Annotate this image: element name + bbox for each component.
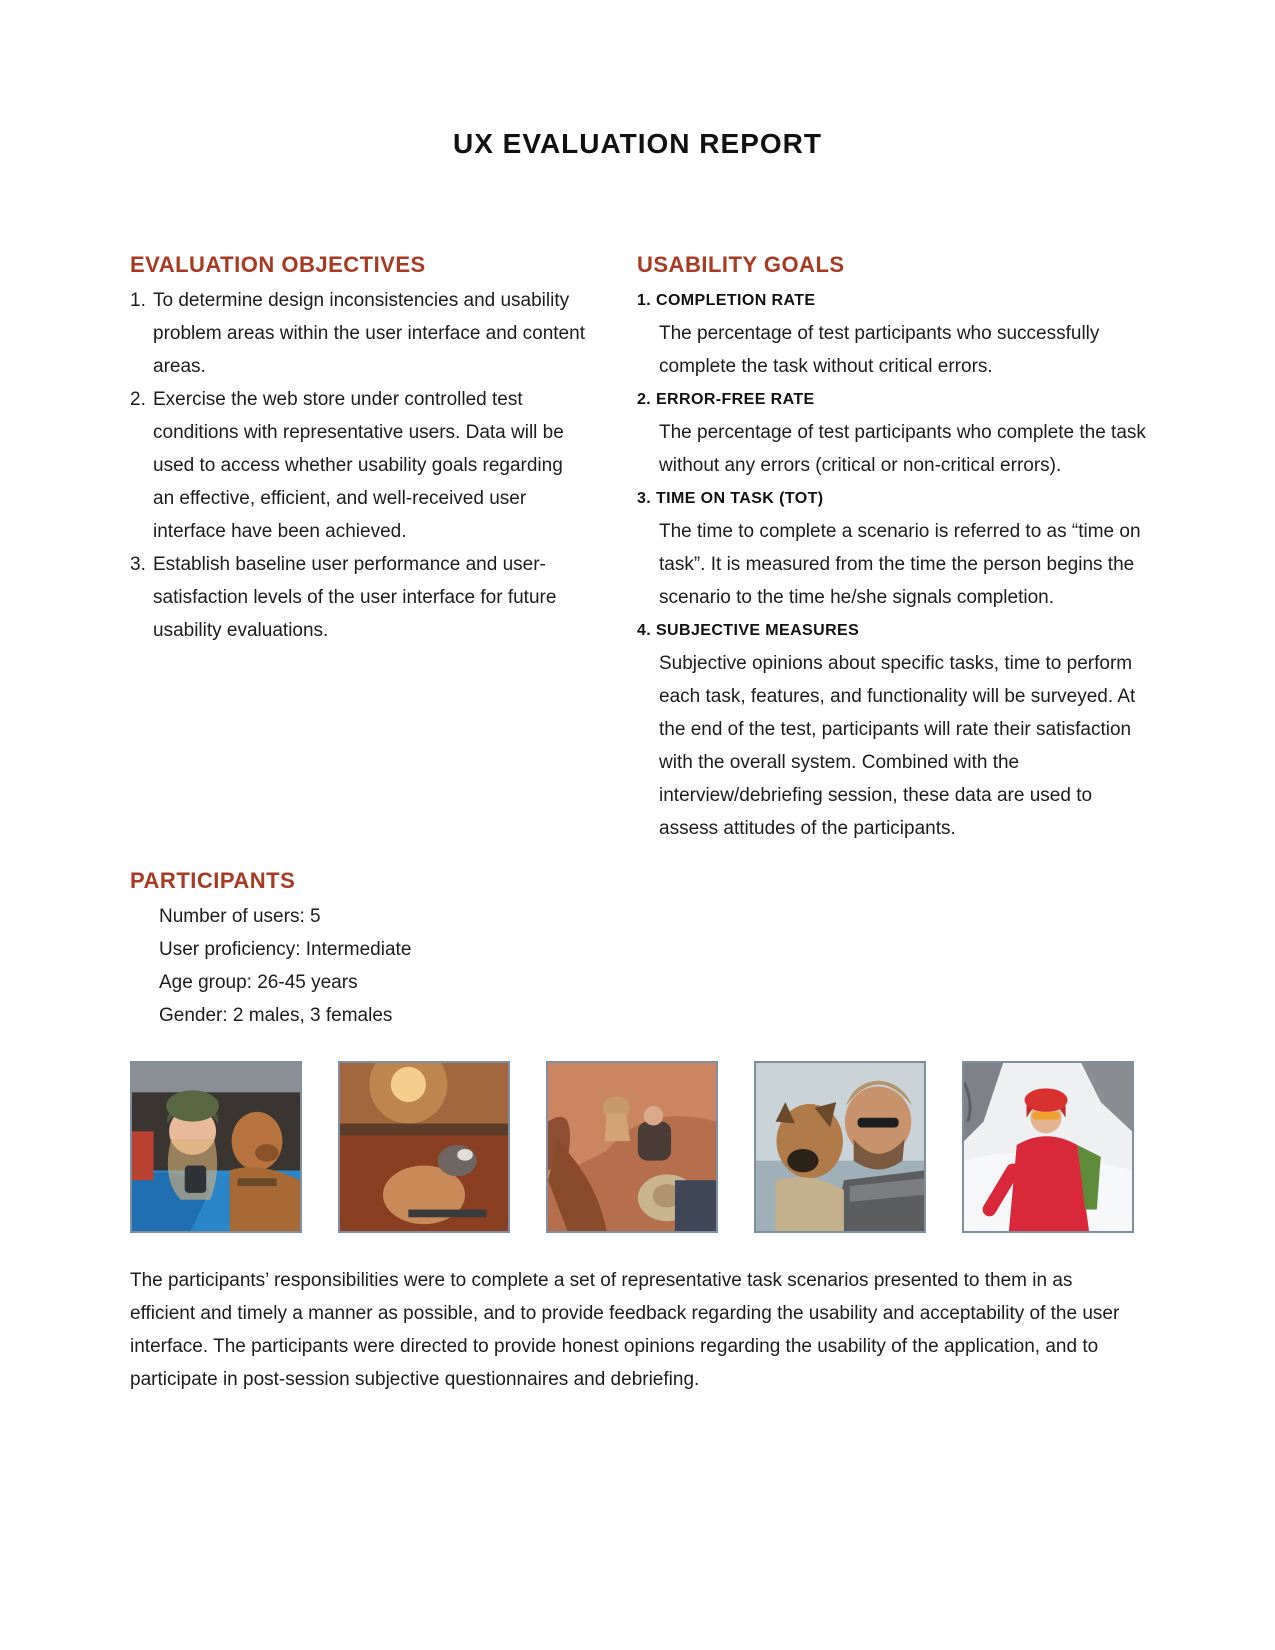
participant-stat: Gender: 2 males, 3 females <box>159 1005 393 1026</box>
participant-photo-2 <box>338 1061 510 1233</box>
objective-item <box>130 548 585 647</box>
objective-text: Establish baseline user performance and user-satisfaction levels of the user interface for future usability evaluations. <box>153 554 557 641</box>
participant-photo-5 <box>962 1061 1134 1233</box>
participants-heading: PARTICIPANTS <box>130 868 296 893</box>
evaluation-objectives-section <box>130 252 585 647</box>
participants-list <box>130 900 730 1032</box>
participant-stat: User proficiency: Intermediate <box>159 939 412 960</box>
usability-goals-section <box>637 252 1147 845</box>
participants-responsibilities-paragraph: The participants’ responsibilities were to complete a set of representative task scenarios presented to them in as efficient and timely a manner as possible, and to provide feedback regarding the usability and acceptability of the user interface. The participants were directed to provide honest opinions regarding the usability of the application, and to participate in post-session subjective questionnaires and debriefing. <box>130 1270 1120 1390</box>
objective-item <box>130 383 585 548</box>
participant-photo-3 <box>546 1061 718 1233</box>
goal-title: 4. SUBJECTIVE MEASURES <box>637 622 860 639</box>
goal-title: 2. ERROR-FREE RATE <box>637 391 815 408</box>
goal-description: The percentage of test participants who successfully complete the task without critical errors. <box>659 323 1100 377</box>
objective-number: 2. <box>130 389 146 410</box>
objective-text: Exercise the web store under controlled test conditions with representative users. Data will be used to access whether usability goals regarding an effective, efficient, and well-received user interface have been achieved. <box>153 389 564 542</box>
goal-item <box>637 482 1147 614</box>
participant-photos <box>130 1061 1135 1233</box>
participant-stat: Number of users: 5 <box>159 906 321 927</box>
participant-photo-1 <box>130 1061 302 1233</box>
objectives-heading: EVALUATION OBJECTIVES <box>130 252 426 277</box>
page-title: UX EVALUATION REPORT <box>453 128 822 159</box>
goal-item <box>637 614 1147 845</box>
goal-title: 1. COMPLETION RATE <box>637 292 816 309</box>
participant-stat: Age group: 26-45 years <box>159 972 358 993</box>
participants-section <box>130 868 730 1032</box>
objective-number: 1. <box>130 290 146 311</box>
goal-item <box>637 284 1147 383</box>
goals-heading: USABILITY GOALS <box>637 252 845 277</box>
goal-description: Subjective opinions about specific tasks, time to perform each task, features, and functionality will be surveyed. At the end of the test, participants will rate their satisfaction with the overall system. Combined with the interview/debriefing session, these data are used to assess attitudes of the participants. <box>659 653 1136 839</box>
objectives-list <box>130 284 585 647</box>
goal-description: The time to complete a scenario is referred to as “time on task”. It is measured from the time the person begins the scenario to the time he/she signals completion. <box>659 521 1141 608</box>
participant-photo-4 <box>754 1061 926 1233</box>
objective-text: To determine design inconsistencies and usability problem areas within the user interface and content areas. <box>153 290 585 377</box>
objective-item <box>130 284 585 383</box>
goal-item <box>637 383 1147 482</box>
goal-description: The percentage of test participants who complete the task without any errors (critical or non-critical errors). <box>659 422 1146 476</box>
goal-title: 3. TIME ON TASK (TOT) <box>637 490 824 507</box>
objective-number: 3. <box>130 554 146 575</box>
